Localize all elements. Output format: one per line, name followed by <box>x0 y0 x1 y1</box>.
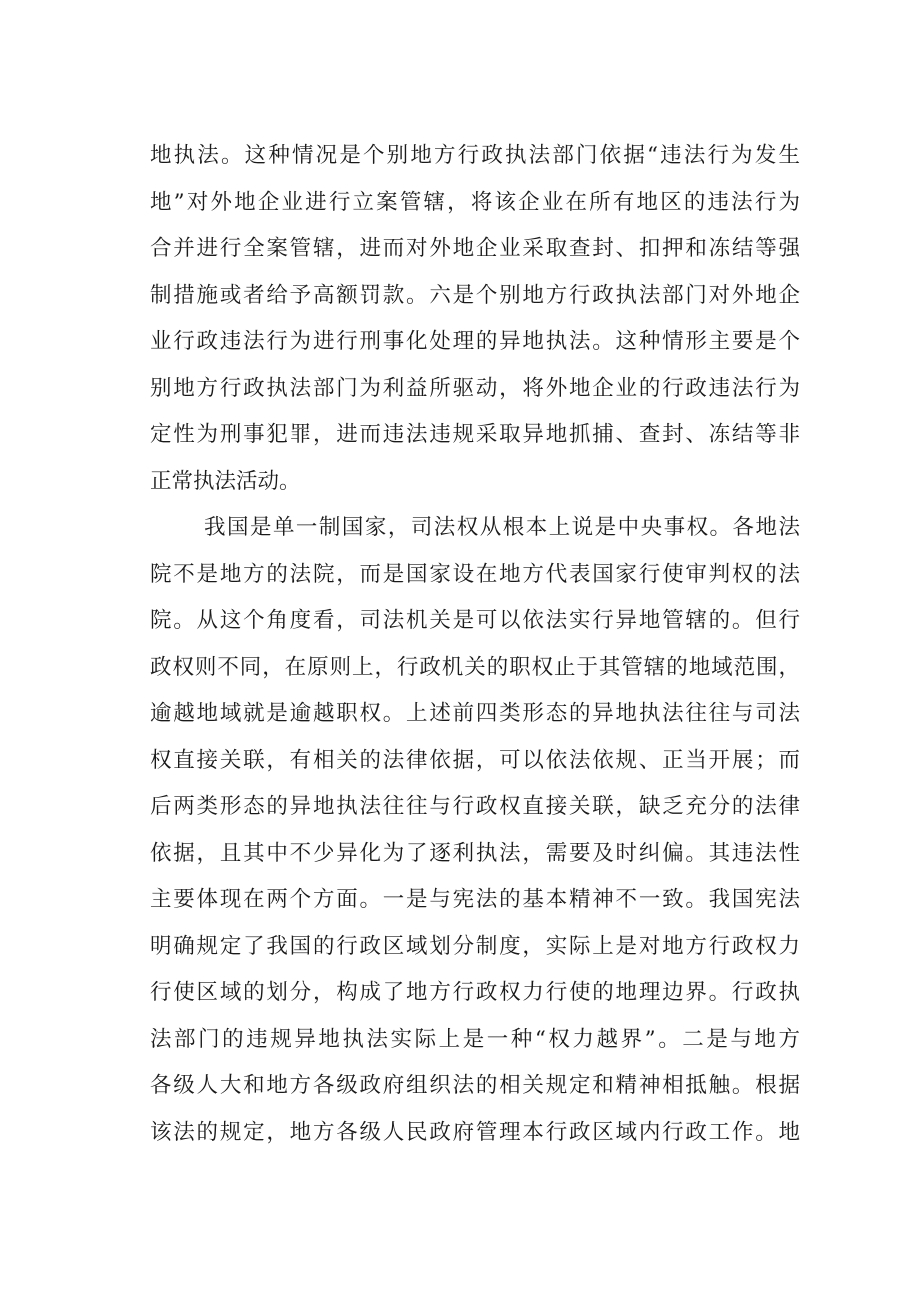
text-line: 法部门的违规异地执法实际上是一种“权力越界”。二是与地方 <box>150 1026 800 1052</box>
text-line: 合并进行全案管辖，进而对外地企业采取查封、扣押和冻结等强 <box>150 236 800 261</box>
text-line: 后两类形态的异地执法往往与行政权直接关联，缺乏充分的法律 <box>150 794 800 819</box>
text-line: 该法的规定，地方各级人民政府管理本行政区域内行政工作。地 <box>150 1119 800 1145</box>
text-line: 业行政违法行为进行刑事化处理的异地执法。这种情形主要是个 <box>150 329 800 354</box>
text-line: 地”对外地企业进行立案管辖，将该企业在所有地区的违法行为 <box>150 189 800 215</box>
text-line: 地执法。这种情况是个别地方行政执法部门依据“违法行为发生 <box>150 143 800 168</box>
text-line: 正常执法活动。 <box>150 468 301 494</box>
text-line: 行使区域的划分，构成了地方行政权力行使的地理边界。行政执 <box>150 980 800 1005</box>
paragraph-1 <box>150 133 800 505</box>
text-line: 我国是单一制国家，司法权从根本上说是中央事权。各地法 <box>204 515 800 540</box>
text-line: 别地方行政执法部门为利益所驱动，将外地企业的行政违法行为 <box>150 375 800 401</box>
text-line: 主要体现在两个方面。一是与宪法的基本精神不一致。我国宪法 <box>150 887 800 912</box>
document-body <box>150 133 800 1156</box>
text-line: 逾越地域就是逾越职权。上述前四类形态的异地执法往往与司法 <box>150 701 800 726</box>
paragraph-2 <box>150 505 800 1156</box>
text-line: 各级人大和地方各级政府组织法的相关规定和精神相抵触。根据 <box>150 1073 800 1098</box>
text-line: 院。从这个角度看，司法机关是可以依法实行异地管辖的。但行 <box>150 608 800 633</box>
text-line: 依据，且其中不少异化为了逐利执法，需要及时纠偏。其违法性 <box>150 840 800 866</box>
text-line: 定性为刑事犯罪，进而违法违规采取异地抓捕、查封、冻结等非 <box>150 422 800 447</box>
text-line: 政权则不同，在原则上，行政机关的职权止于其管辖的地域范围， <box>150 654 800 680</box>
text-line: 制措施或者给予高额罚款。六是个别地方行政执法部门对外地企 <box>150 282 800 308</box>
text-line: 院不是地方的法院，而是国家设在地方代表国家行使审判权的法 <box>150 561 800 587</box>
text-line: 权直接关联，有相关的法律依据，可以依法依规、正当开展；而 <box>150 747 800 773</box>
text-line: 明确规定了我国的行政区域划分制度，实际上是对地方行政权力 <box>150 933 800 959</box>
